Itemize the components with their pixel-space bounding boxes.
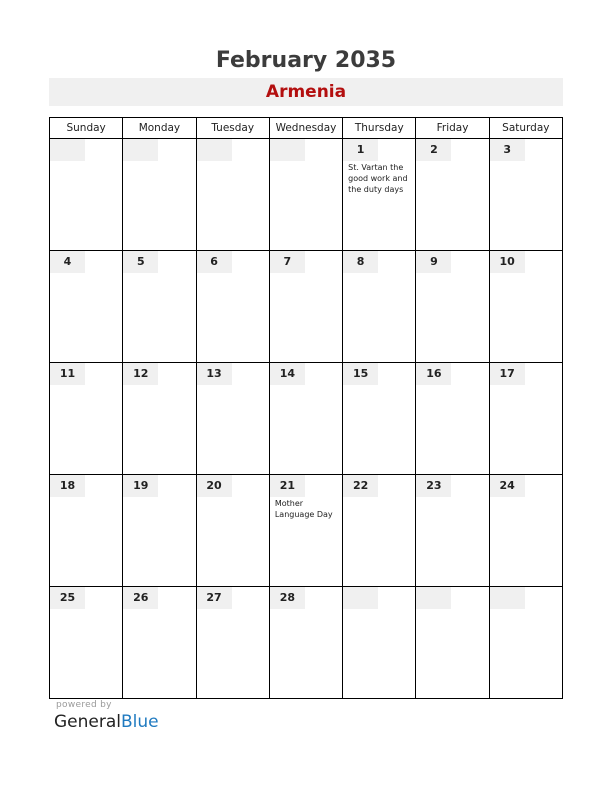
day-number: 16 xyxy=(416,363,451,385)
day-cell xyxy=(196,587,269,699)
brand-general: General xyxy=(54,712,121,732)
day-cell xyxy=(123,587,196,699)
day-number: 19 xyxy=(123,475,158,497)
weekday-header-row xyxy=(50,118,563,139)
day-number: 10 xyxy=(490,251,525,273)
day-cell xyxy=(123,139,196,251)
day-cell xyxy=(489,475,562,587)
day-number: 2 xyxy=(416,139,451,161)
calendar-grid xyxy=(49,117,563,699)
day-number xyxy=(490,587,525,609)
day-cell xyxy=(269,363,342,475)
holiday-label: Mother Language Day xyxy=(274,499,333,519)
day-number: 27 xyxy=(197,587,232,609)
day-number xyxy=(197,139,232,161)
page-title: February 2035 xyxy=(215,48,397,73)
weekday-header: Monday xyxy=(123,118,196,139)
powered-by-label: powered by xyxy=(56,700,112,710)
day-number: 5 xyxy=(123,251,158,273)
day-cell xyxy=(269,587,342,699)
day-number: 13 xyxy=(197,363,232,385)
day-cell xyxy=(489,251,562,363)
day-cell xyxy=(50,587,123,699)
day-number: 24 xyxy=(490,475,525,497)
day-number: 8 xyxy=(343,251,378,273)
day-number: 28 xyxy=(270,587,305,609)
day-number: 7 xyxy=(270,251,305,273)
day-number: 1 xyxy=(343,139,378,161)
day-cell xyxy=(489,587,562,699)
country-name: Armenia xyxy=(265,82,347,102)
day-number: 12 xyxy=(123,363,158,385)
day-number: 14 xyxy=(270,363,305,385)
day-cell xyxy=(50,251,123,363)
day-cell xyxy=(50,475,123,587)
day-cell xyxy=(343,587,416,699)
day-cell xyxy=(123,363,196,475)
day-cell xyxy=(343,139,416,251)
day-number xyxy=(123,139,158,161)
day-number: 20 xyxy=(197,475,232,497)
day-cell xyxy=(343,251,416,363)
generalblue-logo[interactable] xyxy=(54,712,159,732)
weekday-header: Saturday xyxy=(489,118,562,139)
day-cell xyxy=(416,475,489,587)
day-number: 18 xyxy=(50,475,85,497)
day-number: 17 xyxy=(490,363,525,385)
weekday-header: Tuesday xyxy=(196,118,269,139)
day-number xyxy=(343,587,378,609)
day-number xyxy=(50,139,85,161)
day-cell xyxy=(123,475,196,587)
day-cell xyxy=(269,475,342,587)
weekday-header: Wednesday xyxy=(269,118,342,139)
day-number: 21 xyxy=(270,475,305,497)
day-cell xyxy=(196,475,269,587)
day-cell xyxy=(489,363,562,475)
day-cell xyxy=(50,363,123,475)
day-number: 23 xyxy=(416,475,451,497)
week-row xyxy=(50,139,563,251)
day-number: 3 xyxy=(490,139,525,161)
day-number: 15 xyxy=(343,363,378,385)
day-number: 22 xyxy=(343,475,378,497)
country-band xyxy=(49,78,563,106)
day-number: 4 xyxy=(50,251,85,273)
day-number: 26 xyxy=(123,587,158,609)
day-cell xyxy=(343,475,416,587)
week-row xyxy=(50,475,563,587)
weekday-header: Thursday xyxy=(343,118,416,139)
day-cell xyxy=(416,363,489,475)
day-cell xyxy=(269,139,342,251)
day-cell xyxy=(416,251,489,363)
day-number xyxy=(270,139,305,161)
week-row xyxy=(50,363,563,475)
day-cell xyxy=(196,363,269,475)
day-number: 25 xyxy=(50,587,85,609)
day-cell xyxy=(50,139,123,251)
day-cell xyxy=(416,587,489,699)
weekday-header: Sunday xyxy=(50,118,123,139)
day-cell xyxy=(343,363,416,475)
day-number: 6 xyxy=(197,251,232,273)
day-cell xyxy=(196,251,269,363)
day-cell xyxy=(123,251,196,363)
week-row xyxy=(50,587,563,699)
day-cell xyxy=(196,139,269,251)
day-cell xyxy=(269,251,342,363)
week-row xyxy=(50,251,563,363)
day-number: 11 xyxy=(50,363,85,385)
day-cell xyxy=(489,139,562,251)
day-cell xyxy=(416,139,489,251)
day-number: 9 xyxy=(416,251,451,273)
day-number xyxy=(416,587,451,609)
brand-blue: Blue xyxy=(121,712,159,732)
holiday-label: St. Vartan the good work and the duty days xyxy=(348,163,408,194)
weekday-header: Friday xyxy=(416,118,489,139)
